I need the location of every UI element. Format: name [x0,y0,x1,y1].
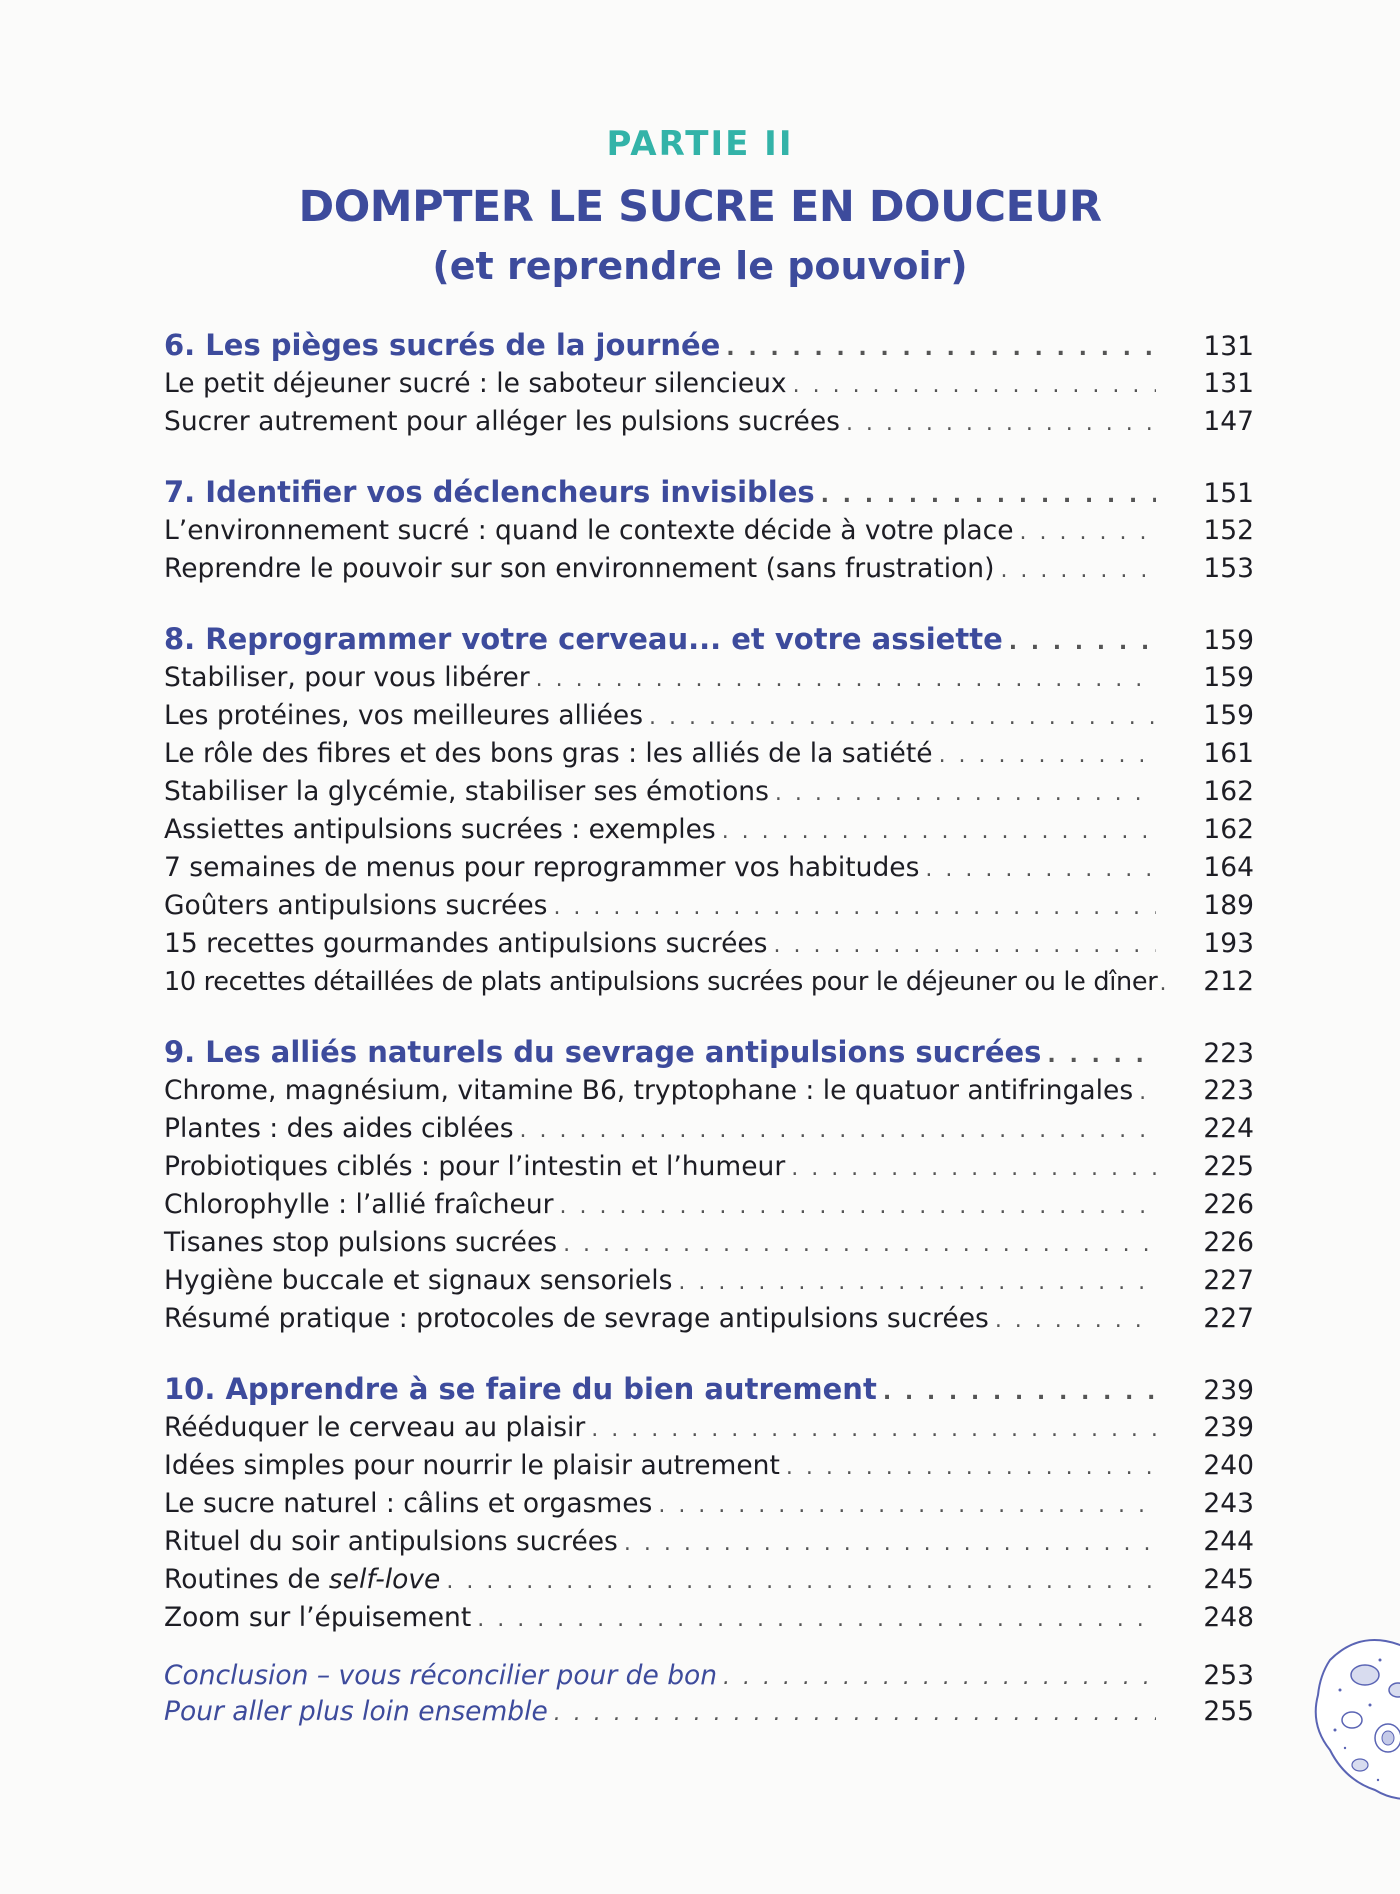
chapter-8-heading[interactable] [164,619,1254,659]
toc-entry[interactable] [164,735,1254,773]
entry-label: Goûters antipulsions sucrées [164,890,548,921]
entry-label: Reprendre le pouvoir sur son environnement (sans frustration) [164,553,995,584]
chapter-title: 8. Reprogrammer votre cerveau... et votre assiette [164,622,1003,656]
entry-label: 15 recettes gourmandes antipulsions sucrées [164,928,768,959]
dot-leader [775,775,1156,813]
toc-entry[interactable] [164,925,1254,963]
chapter-title: 7. Identifier vos déclencheurs invisibles [164,475,815,509]
page-number: 189 [1203,890,1254,921]
dot-leader [846,405,1156,443]
chapter-10-heading[interactable] [164,1369,1254,1409]
page-number: 212 [1203,966,1254,997]
page-number: 224 [1203,1113,1254,1144]
toc-entry[interactable] [164,1523,1254,1561]
dot-leader [624,1525,1156,1563]
dot-leader [793,367,1156,405]
chapter-title: 9. Les alliés naturels du sevrage antipulsions sucrées [164,1035,1042,1069]
page-number: 164 [1203,852,1254,883]
dot-leader [678,1264,1156,1302]
entry-label: Le rôle des fibres et des bons gras : les alliés de la satiété [164,738,933,769]
toc-entry[interactable] [164,1599,1254,1637]
closing-section [164,1658,1254,1730]
entry-label [164,1561,440,1599]
page-number: 226 [1203,1227,1254,1258]
dot-leader [658,1487,1156,1525]
entry-label: Sucrer autrement pour alléger les pulsions sucrées [164,406,840,437]
chapter-9-heading[interactable] [164,1032,1254,1072]
dot-leader [477,1601,1156,1639]
dot-leader [520,1112,1157,1150]
toc-entry[interactable] [164,1262,1254,1300]
dot-leader [649,699,1156,737]
page-number: 253 [1203,1660,1254,1691]
part-subtitle: (et reprendre le pouvoir) [432,244,968,288]
dot-leader [786,1449,1156,1487]
entry-label-italic: self-love [328,1564,441,1595]
entry-label: L’environnement sucré : quand le contexte décide à votre place [164,515,1014,546]
entry-label: Idées simples pour nourrir le plaisir autrement [164,1450,780,1481]
page-number: 162 [1203,776,1254,807]
page-number: 226 [1203,1189,1254,1220]
chapter-title: 10. Apprendre à se faire du bien autrement [164,1372,877,1406]
entry-label: Les protéines, vos meilleures alliées [164,700,644,731]
page-number: 131 [1203,331,1254,362]
toc-entry[interactable] [164,1148,1254,1186]
chapter-title: 6. Les pièges sucrés de la journée [164,328,721,362]
dot-leader [553,889,1156,927]
page-number: 227 [1203,1265,1254,1296]
toc-entry[interactable] [164,403,1254,441]
toc-entry[interactable] [164,1485,1254,1523]
dot-leader [883,1373,1156,1413]
chapter-6-section [164,325,1254,441]
dot-leader [723,1660,1156,1696]
dot-leader [1047,1036,1156,1076]
toc-entry[interactable] [164,1224,1254,1262]
entry-label: 7 semaines de menus pour reprogrammer vos habitudes [164,852,920,883]
page-number: 159 [1203,625,1254,656]
dot-leader [925,851,1156,889]
dot-leader [1159,965,1172,1003]
entry-label: Probiotiques ciblés : pour l’intestin et l’humeur [164,1151,786,1182]
dot-leader [536,661,1156,699]
entry-label: 10 recettes détaillées de plats antipulsions sucrées pour le déjeuner ou le dîner [164,967,1158,997]
toc-entry[interactable] [164,887,1254,925]
dot-leader [1020,514,1156,552]
page-number: 159 [1203,662,1254,693]
dot-leader [939,737,1156,775]
page-number: 245 [1203,1564,1254,1595]
page-number: 153 [1203,553,1254,584]
dot-leader [1009,623,1156,663]
entry-label: Résumé pratique : protocoles de sevrage antipulsions sucrées [164,1303,989,1334]
entry-label: Plantes : des aides ciblées [164,1113,514,1144]
cookie-illustration [1290,1630,1400,1800]
dot-leader [554,1696,1156,1732]
page-number: 161 [1203,738,1254,769]
further-reading-entry[interactable] [164,1694,1254,1730]
toc-entry[interactable] [164,773,1254,811]
toc-entry[interactable] [164,365,1254,403]
page-number: 255 [1203,1696,1254,1727]
toc-entry[interactable] [164,1409,1254,1447]
toc-entry[interactable] [164,1110,1254,1148]
page-number: 248 [1203,1602,1254,1633]
chapter-9-section [164,1032,1254,1338]
entry-label-prefix: Routines de [164,1564,329,1595]
entry-label: Chrome, magnésium, vitamine B6, tryptophane : le quatuor antifringales [164,1075,1134,1106]
toc-entry[interactable] [164,659,1254,697]
chapter-6-heading[interactable] [164,325,1254,365]
toc-entry[interactable] [164,697,1254,735]
page-number: 151 [1203,478,1254,509]
table-of-contents [164,325,1254,1761]
entry-label: Le sucre naturel : câlins et orgasmes [164,1488,653,1519]
page-number: 240 [1203,1450,1254,1481]
entry-label: Chlorophylle : l’allié fraîcheur [164,1189,554,1220]
entry-label: Stabiliser, pour vous libérer [164,662,530,693]
page-number: 152 [1203,515,1254,546]
page-number: 159 [1203,700,1254,731]
page-number: 227 [1203,1303,1254,1334]
toc-entry[interactable] [164,512,1254,550]
toc-entry[interactable] [164,1072,1254,1110]
toc-entry[interactable] [164,1561,1254,1599]
chapter-8-section [164,619,1254,1001]
toc-entry[interactable] [164,1186,1254,1224]
page-number: 223 [1203,1038,1254,1069]
page-number: 244 [1203,1526,1254,1557]
entry-label: Tisanes stop pulsions sucrées [164,1227,558,1258]
entry-label: Rééduquer le cerveau au plaisir [164,1412,586,1443]
conclusion-entry[interactable] [164,1658,1254,1694]
dot-leader [995,1302,1156,1340]
dot-leader [591,1411,1156,1449]
dot-leader [563,1226,1156,1264]
page-number: 193 [1203,928,1254,959]
part-label: PARTIE II [606,124,794,164]
chapter-7-section [164,472,1254,588]
page-number: 239 [1203,1375,1254,1406]
dot-leader [726,329,1156,369]
dot-leader [773,927,1156,965]
page-number: 225 [1203,1151,1254,1182]
chapter-10-section [164,1369,1254,1637]
part-title: DOMPTER LE SUCRE EN DOUCEUR [298,182,1102,232]
page-number: 223 [1203,1075,1254,1106]
entry-label: Zoom sur l’épuisement [164,1602,472,1633]
toc-entry[interactable] [164,1300,1254,1338]
page-number: 239 [1203,1412,1254,1443]
dot-leader [722,813,1156,851]
dot-leader [791,1150,1156,1188]
toc-entry[interactable] [164,1447,1254,1485]
dot-leader [560,1188,1156,1226]
page-number: 131 [1203,368,1254,399]
entry-label: Hygiène buccale et signaux sensoriels [164,1265,673,1296]
toc-entry[interactable] [164,550,1254,588]
entry-label: Stabiliser la glycémie, stabiliser ses émotions [164,776,769,807]
toc-entry[interactable] [164,811,1254,849]
page-number: 162 [1203,814,1254,845]
toc-entry[interactable] [164,849,1254,887]
page-number: 243 [1203,1488,1254,1519]
entry-label: Rituel du soir antipulsions sucrées [164,1526,618,1557]
entry-label: Pour aller plus loin ensemble [164,1696,548,1727]
dot-leader [446,1563,1156,1601]
entry-label: Le petit déjeuner sucré : le saboteur silencieux [164,368,787,399]
page-number: 147 [1203,406,1254,437]
dot-leader [1139,1074,1156,1112]
chapter-7-heading[interactable] [164,472,1254,512]
entry-label: Assiettes antipulsions sucrées : exemples [164,814,716,845]
dot-leader [821,476,1156,516]
dot-leader [1000,552,1156,590]
toc-entry[interactable] [164,963,1254,1001]
entry-label: Conclusion – vous réconcilier pour de bon [164,1660,718,1691]
